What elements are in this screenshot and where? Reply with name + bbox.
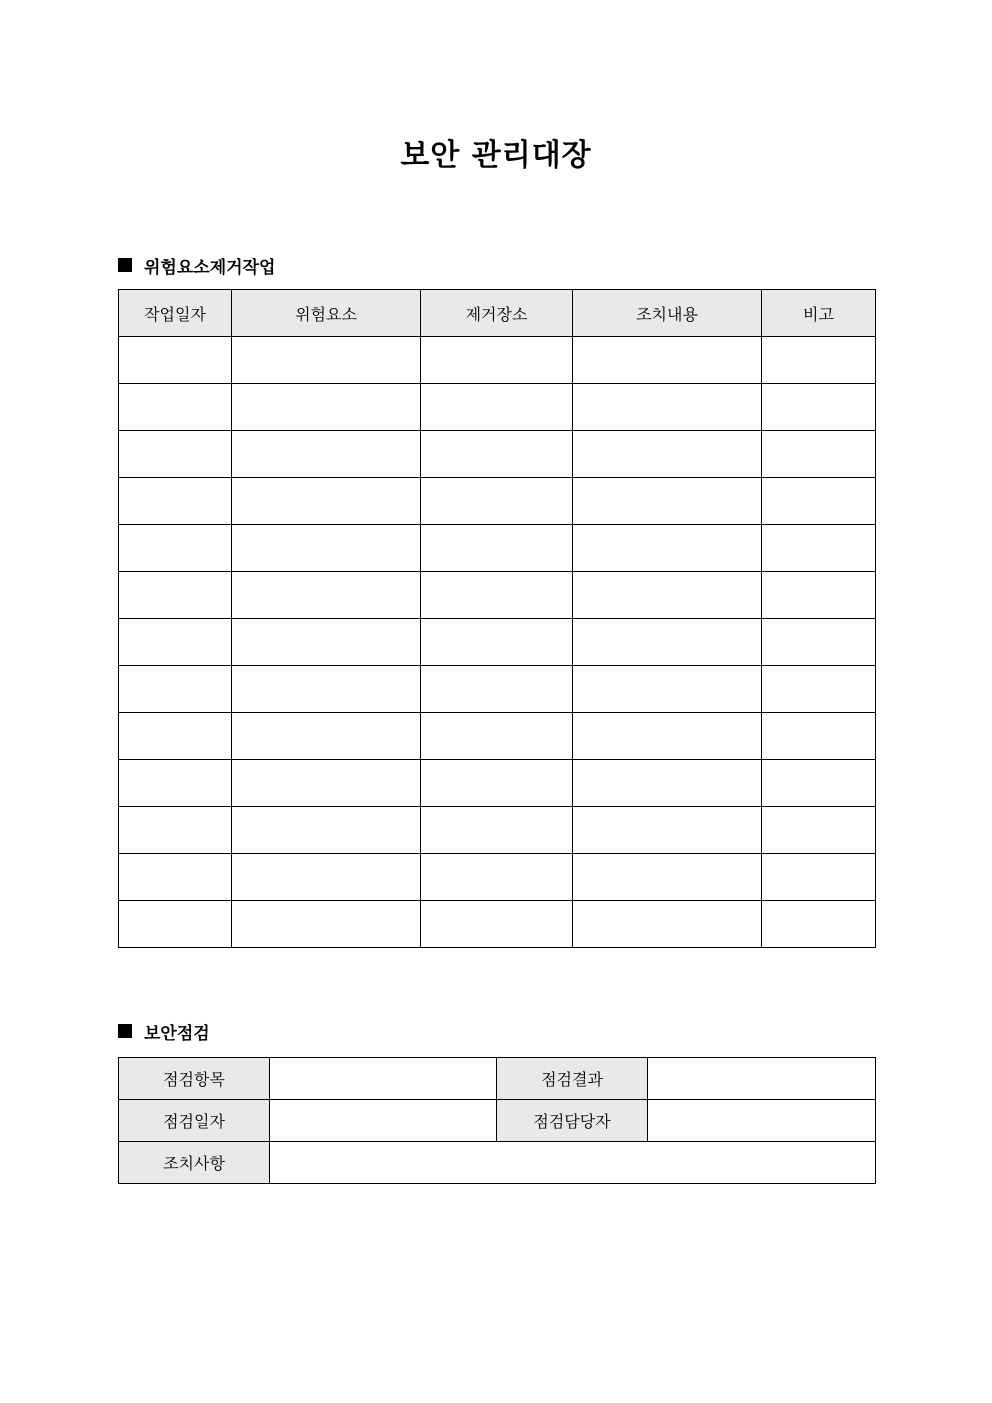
action-cell[interactable] (573, 525, 762, 572)
security-check-table (118, 1057, 876, 1184)
action-cell[interactable] (573, 337, 762, 384)
removal-location-cell[interactable] (421, 572, 573, 619)
action-cell[interactable] (573, 807, 762, 854)
action-cell[interactable] (573, 854, 762, 901)
remarks-cell[interactable] (762, 854, 876, 901)
work-date-cell[interactable] (119, 713, 232, 760)
remarks-cell[interactable] (762, 384, 876, 431)
table-row (119, 478, 876, 525)
removal-location-cell[interactable] (421, 384, 573, 431)
remarks-cell[interactable] (762, 901, 876, 948)
hazard-cell[interactable] (232, 619, 421, 666)
removal-location-cell[interactable] (421, 666, 573, 713)
hazard-cell[interactable] (232, 431, 421, 478)
hazard-removal-table (118, 289, 876, 948)
table-row (119, 1142, 876, 1184)
work-date-cell[interactable] (119, 901, 232, 948)
table-row (119, 384, 876, 431)
table-row (119, 525, 876, 572)
check-result-field[interactable] (648, 1058, 876, 1100)
column-header-work-date: 작업일자 (119, 290, 232, 337)
table-header-row (119, 290, 876, 337)
action-cell[interactable] (573, 478, 762, 525)
hazard-cell[interactable] (232, 713, 421, 760)
removal-location-cell[interactable] (421, 901, 573, 948)
hazard-cell[interactable] (232, 901, 421, 948)
hazard-cell[interactable] (232, 572, 421, 619)
removal-location-cell[interactable] (421, 713, 573, 760)
section-heading-hazard-removal (118, 253, 275, 277)
action-taken-field[interactable] (270, 1142, 876, 1184)
column-header-removal-location: 제거장소 (421, 290, 573, 337)
work-date-cell[interactable] (119, 854, 232, 901)
remarks-cell[interactable] (762, 760, 876, 807)
table-row (119, 713, 876, 760)
column-header-hazard: 위험요소 (232, 290, 421, 337)
hazard-cell[interactable] (232, 525, 421, 572)
table-row (119, 1058, 876, 1100)
work-date-cell[interactable] (119, 666, 232, 713)
check-date-field[interactable] (270, 1100, 497, 1142)
work-date-cell[interactable] (119, 807, 232, 854)
remarks-cell[interactable] (762, 337, 876, 384)
table-row (119, 666, 876, 713)
action-cell[interactable] (573, 760, 762, 807)
table-row (119, 572, 876, 619)
remarks-cell[interactable] (762, 572, 876, 619)
hazard-cell[interactable] (232, 666, 421, 713)
action-cell[interactable] (573, 619, 762, 666)
remarks-cell[interactable] (762, 713, 876, 760)
inspector-field[interactable] (648, 1100, 876, 1142)
hazard-cell[interactable] (232, 854, 421, 901)
remarks-cell[interactable] (762, 619, 876, 666)
remarks-cell[interactable] (762, 478, 876, 525)
removal-location-cell[interactable] (421, 431, 573, 478)
table-row (119, 760, 876, 807)
hazard-cell[interactable] (232, 478, 421, 525)
section-heading-label: 보안점검 (144, 1023, 210, 1044)
action-cell[interactable] (573, 666, 762, 713)
check-result-label: 점검결과 (497, 1058, 648, 1100)
table-row (119, 1100, 876, 1142)
page-title: 보안 관리대장 (400, 138, 592, 173)
check-item-field[interactable] (270, 1058, 497, 1100)
removal-location-cell[interactable] (421, 478, 573, 525)
hazard-cell[interactable] (232, 760, 421, 807)
removal-location-cell[interactable] (421, 337, 573, 384)
table-row (119, 619, 876, 666)
work-date-cell[interactable] (119, 337, 232, 384)
work-date-cell[interactable] (119, 431, 232, 478)
work-date-cell[interactable] (119, 572, 232, 619)
removal-location-cell[interactable] (421, 760, 573, 807)
table-body (119, 337, 876, 948)
section-heading-security-check (118, 1019, 210, 1043)
remarks-cell[interactable] (762, 431, 876, 478)
action-taken-label: 조치사항 (119, 1142, 270, 1184)
column-header-remarks: 비고 (762, 290, 876, 337)
table-row (119, 854, 876, 901)
removal-location-cell[interactable] (421, 854, 573, 901)
removal-location-cell[interactable] (421, 525, 573, 572)
hazard-cell[interactable] (232, 384, 421, 431)
remarks-cell[interactable] (762, 525, 876, 572)
column-header-action: 조치내용 (573, 290, 762, 337)
action-cell[interactable] (573, 713, 762, 760)
check-item-label: 점검항목 (119, 1058, 270, 1100)
removal-location-cell[interactable] (421, 807, 573, 854)
action-cell[interactable] (573, 901, 762, 948)
remarks-cell[interactable] (762, 807, 876, 854)
hazard-cell[interactable] (232, 337, 421, 384)
action-cell[interactable] (573, 384, 762, 431)
action-cell[interactable] (573, 572, 762, 619)
table-row (119, 901, 876, 948)
removal-location-cell[interactable] (421, 619, 573, 666)
work-date-cell[interactable] (119, 760, 232, 807)
table-row (119, 431, 876, 478)
section-heading-label: 위험요소제거작업 (144, 257, 276, 278)
remarks-cell[interactable] (762, 666, 876, 713)
square-bullet-icon (118, 1024, 132, 1038)
hazard-cell[interactable] (232, 807, 421, 854)
action-cell[interactable] (573, 431, 762, 478)
square-bullet-icon (118, 258, 132, 272)
table-row (119, 337, 876, 384)
work-date-cell[interactable] (119, 384, 232, 431)
table-row (119, 807, 876, 854)
work-date-cell[interactable] (119, 619, 232, 666)
inspector-label: 점검담당자 (497, 1100, 648, 1142)
check-date-label: 점검일자 (119, 1100, 270, 1142)
work-date-cell[interactable] (119, 525, 232, 572)
work-date-cell[interactable] (119, 478, 232, 525)
